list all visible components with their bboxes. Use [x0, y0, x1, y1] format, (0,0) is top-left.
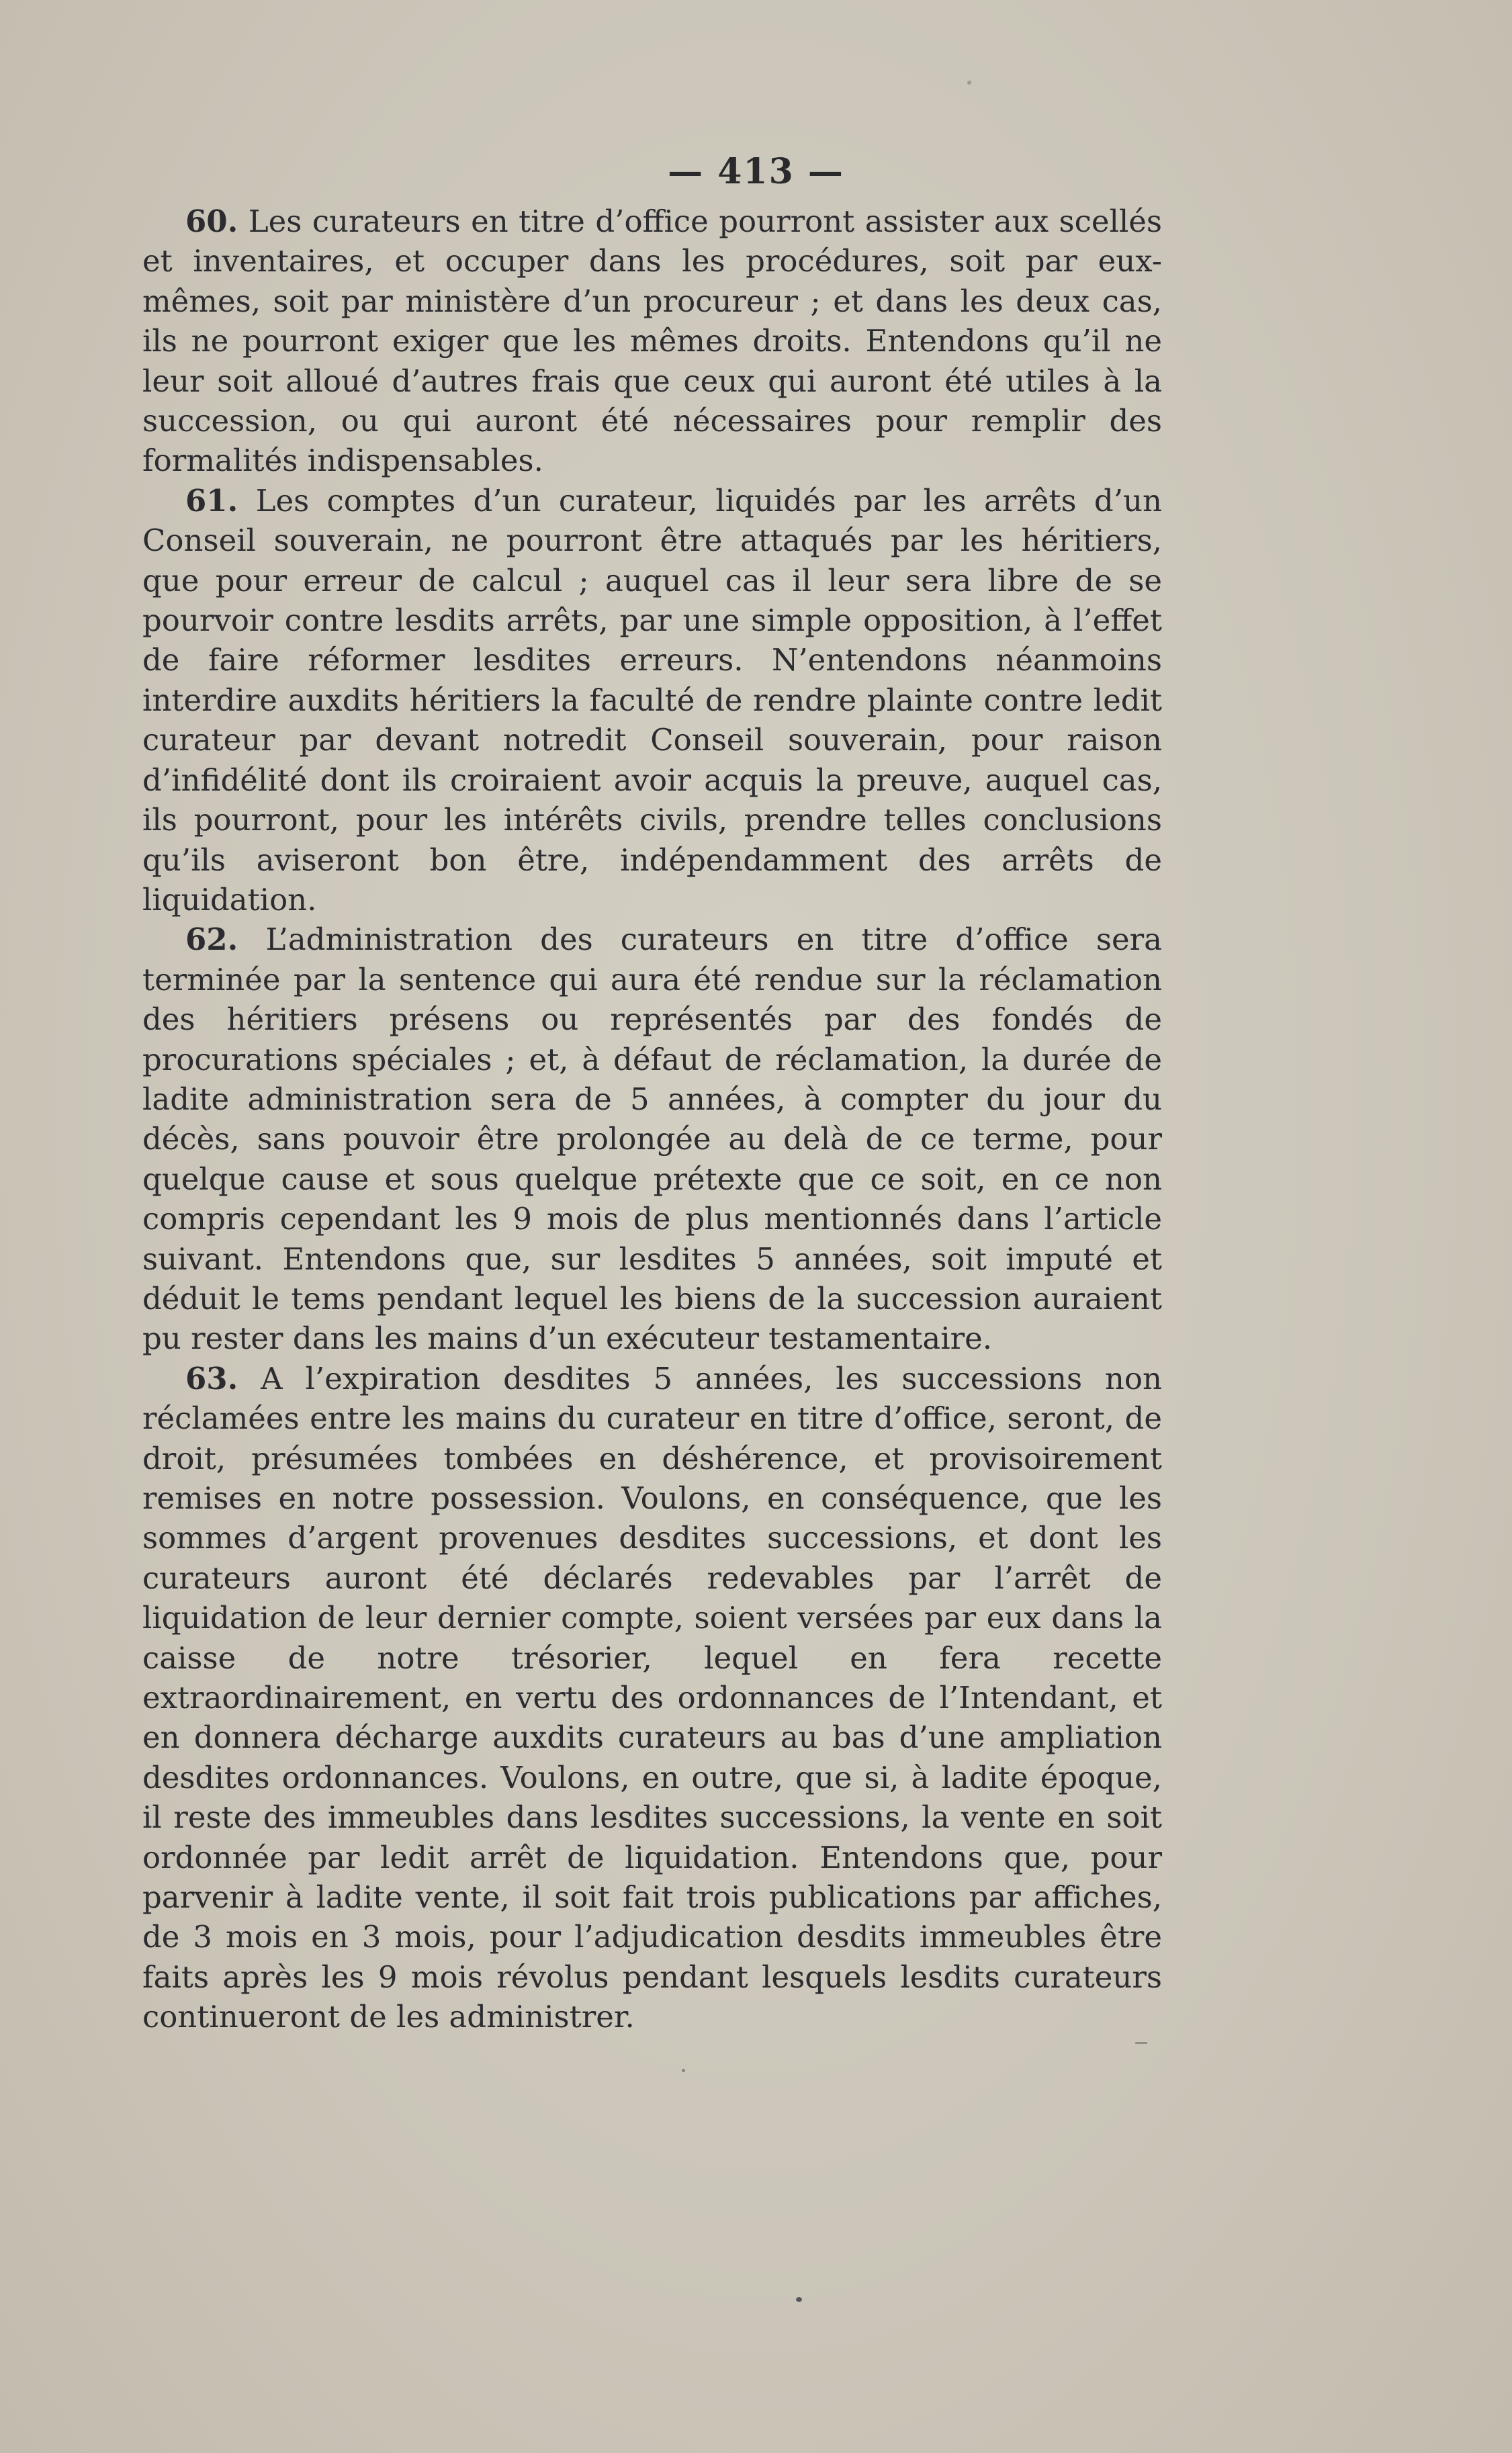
article-text: Les curateurs en titre d’office pourront assister aux scellés et inventaires, et occuper dans les procédures, soit par eux-mêmes, soit par ministère d’un procureur ; et dans les deux cas, ils ne pourront exiger que les mêmes droits. Entendons qu’il ne leur soit alloué d’autres frais que ceux qui auront été utiles à la succession, ou qui auront été nécessaires pour remplir des formalités indispensables. [142, 204, 1162, 479]
article-text: A l’expiration desdites 5 années, les successions non réclamées entre les mains du curateur en titre d’office, seront, de droit, présumées tombées en déshérence, et provisoirement remises en notre possession. Voulons, en conséquence, que les sommes d’argent provenues desdites successions, et dont les curateurs auront été déclarés redevables par l’arrêt de liquidation de leur dernier compte, soient versées par eux dans la caisse de notre trésorier, lequel en fera recette extraordinairement, en vertu des ordonnances de l’Intendant, et en donnera décharge auxdits curateurs au bas d’une ampliation desdites ordonnances. Voulons, en outre, que si, à ladite époque, il reste des immeubles dans lesdites successions, la vente en soit ordonnée par ledit arrêt de liquidation. Entendons que, pour parvenir à ladite vente, il soit fait trois publications par affiches, de 3 mois en 3 mois, pour l’adjudication desdits immeubles être faits après les 9 mois révolus pendant lesquels lesdits curateurs continueront de les administrer. [142, 1360, 1162, 2035]
article-paragraph [142, 202, 1162, 481]
paper-speck [967, 81, 971, 85]
page-number: — 413 — [668, 151, 844, 192]
paper-speck [796, 2297, 802, 2302]
paper-speck [1135, 2042, 1147, 2044]
article-text: Les comptes d’un curateur, liquidés par les arrêts d’un Conseil souverain, ne pourront être attaqués par les héritiers, que pour erreur de calcul ; auquel cas il leur sera libre de se pourvoir contre lesdits arrêts, par une simple opposition, à l’effet de faire réformer lesdites erreurs. N’entendons néanmoins interdire auxdits héritiers la faculté de rendre plainte contre ledit curateur par devant notredit Conseil souverain, pour raison d’infidélité dont ils croiraient avoir acquis la preuve, auquel cas, ils pourront, pour les intérêts civils, prendre telles conclusions qu’ils aviseront bon être, indépendamment des arrêts de liquidation. [142, 482, 1162, 918]
article-number: 62. [185, 922, 238, 958]
article-number: 63. [185, 1360, 238, 1396]
paper-speck [682, 2069, 685, 2072]
article-text: L’administration des curateurs en titre d’office sera terminée par la sentence qui aura été rendue sur la réclamation des héritiers présens ou représentés par des fondés de procurations spéciales ; et, à défaut de réclamation, la durée de ladite administration sera de 5 années, à compter du jour du décès, sans pouvoir être prolongée au delà de ce terme, pour quelque cause et sous quelque prétexte que ce soit, en ce non compris cependant les 9 mois de plus mentionnés dans l’article suivant. Entendons que, sur lesdites 5 années, soit imputé et déduit le tems pendant lequel les biens de la succession auraient pu rester dans les mains d’un exécuteur testamentaire. [142, 922, 1162, 1357]
body-text [142, 202, 1162, 2037]
article-paragraph [142, 481, 1162, 920]
article-paragraph [142, 1359, 1162, 2037]
article-number: 60. [185, 204, 238, 239]
article-paragraph [142, 920, 1162, 1358]
article-number: 61. [185, 482, 238, 519]
